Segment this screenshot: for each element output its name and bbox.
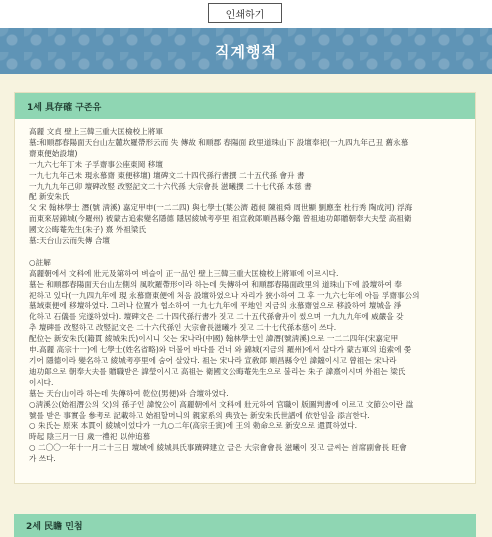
note-line: 申.高麗 高宗十一)에 七學士(姓名省略)와 더불어 바다를 건너 와 錦城(지금의 羅州)에서 살다가 蒙古軍의 追索에 쫓	[29, 345, 412, 355]
record-line: 一九九九年己卯 壇碑改竪 改竪記文二十六代孫 大宗會長 滋曦撰 二十七代孫 本慈 書	[29, 181, 312, 191]
record-line: 一九七九年己未 現永慕齋 東便移壇) 壇碑文二十四代孫行書撰 二十五代孫 會升 書	[29, 170, 305, 180]
record-line: 而東來居錦城(今羅州) 被蒙古追索變名隱德 隱居綾城考亭里 祖宣敎郞順昌縣令鐺 曾祖迪功郞贈朝奉大夫瑩 高祖衛	[29, 214, 412, 224]
record-line: 一九六七年丁未 子孚齋事公座東岡 移壇	[29, 159, 163, 169]
record-line: 墓:和順郡春陽面天台山左麓坎羅帶形云而 失 傳故 和順郡 春陽面 政里道珠山下 設壇奉祀(一九四九年己丑 舊永慕	[29, 137, 409, 147]
content-area	[0, 74, 492, 537]
note-line: ○ 朱氏는 原來 本貫이 綾城이었다가 一九○二年(高宗壬寅)에 王의 勅命으로 新安으로 還貫하였다.	[29, 421, 358, 431]
generation-heading[interactable]: 2세 民瞻 민첨	[14, 514, 476, 537]
top-toolbar	[0, 0, 492, 30]
generation-entry	[14, 92, 476, 484]
notes-title: ○註解	[29, 257, 51, 267]
note-line: 祀하고 있다(一九四九年에 現 永慕齋東便에 처음 設壇하였으나 자리가 狹小하여 그 후 一九六七年에 아들 孚齋事公의	[29, 290, 420, 300]
title-banner	[0, 28, 492, 74]
entry-body	[29, 127, 463, 465]
note-line: 化하고 石儀를 完遂하였다). 壇碑文은 二十四代孫行書가 짓고 二十五代孫會升이 썼으며 一九九九年에 威嚴을 갖	[29, 312, 404, 322]
note-line: 이시다.	[29, 377, 54, 387]
note-line: 추 壇碑를 改竪하고 改竪記文은 二十六代孫인 大宗會長滋曦가 짓고 二十七代孫本慈이 쓰다.	[29, 323, 337, 333]
note-line: ○淸溪公(始祖潛公의 父)의 孫子인 諱悅公이 高麗朝에서 文科에 壯元하여 官職이 版圖判書에 이르고 文節公이란 諡	[29, 399, 414, 409]
note-line: 時起 陰三月一日 歲一禮祀 以仲追慕	[29, 432, 151, 442]
note-line: 墓는 天台山이라 하는데 失傳하여 乾位(男便)와 合壇하였다.	[29, 388, 229, 398]
note-line: 高麗朝에서 文科에 壯元及第하여 벼슬이 正一品인 壁上三韓三重大匡檢校上將軍에 이르시다.	[29, 268, 339, 278]
record-line: 墓:天台山云而失傳 合壇	[29, 236, 110, 246]
generation-heading[interactable]: 1세 具存確 구존유	[15, 93, 475, 119]
note-line: ○ 二〇〇一年十一月二十三日 壇域에 綾城具氏事蹟碑建立 글은 大宗會會長 滋曦이 짓고 글씨는 首席副會長 旺會	[29, 443, 407, 453]
note-line: 迪功郞으로 朝奉大夫를 贈職받은 諱瑩이시고 高祖는 衛國文公晦菴先生으로 불리는 朱子 諱熹이시며 外祖는 梁氏	[29, 366, 406, 376]
note-line: 配位는 新安朱氏(籍貫 綾城朱氏)이시니 父는 宋나라(中國) 翰林學士인 諱潛(號淸溪)으로 一二二四年(宋嘉定甲	[29, 334, 399, 344]
record-line: 配 新安朱氏	[29, 192, 70, 202]
record-line: 高麗 文貞 壁上三韓三重大匡檢校上將軍	[29, 127, 163, 136]
note-line: 墓는 和順郡春陽面天台山左側의 風吹羅帶形이라 하는데 失傳하여 和順郡春陽面政里의 道珠山下에 設壇하여 奉	[29, 279, 402, 289]
note-line: 號를 받은 事實을 參考로 記載하고 始祖할머니의 親家系의 典攷는 新安朱氏世譜에 依한임을 添言한다.	[29, 410, 370, 420]
note-line: 墓域東便에 移壇하였다. 그러나 位置가 협소하여 一九七九年에 平地인 지금의 永慕齋옆으로 移設하여 壇城을 淨	[29, 301, 402, 311]
record-line: 國文公晦菴先生(朱子) 熹 外祖梁氏	[29, 225, 147, 235]
record-line: 齋東便始設壇)	[29, 148, 78, 158]
note-line: 가 쓰다.	[29, 454, 56, 464]
spacer	[29, 247, 463, 258]
print-button[interactable]: 인쇄하기	[208, 3, 282, 23]
record-line: 父 宋 翰林學士 潛(號 淸溪) 嘉定甲申(一二二四) 與七學士(葉公濟 趙昶 陳祖舜 周世顯 劉應奎 杜行秀 陶成河) 浮海	[29, 203, 413, 213]
note-line: 기어 隱德이라 變名하고 綾城考亭里에 숨어 살았다. 祖는 宋나라 宣敎郞 順昌縣令인 諱鐺이시고 曾祖는 宋나라	[29, 356, 397, 366]
page-title: 직계행적	[215, 42, 277, 61]
